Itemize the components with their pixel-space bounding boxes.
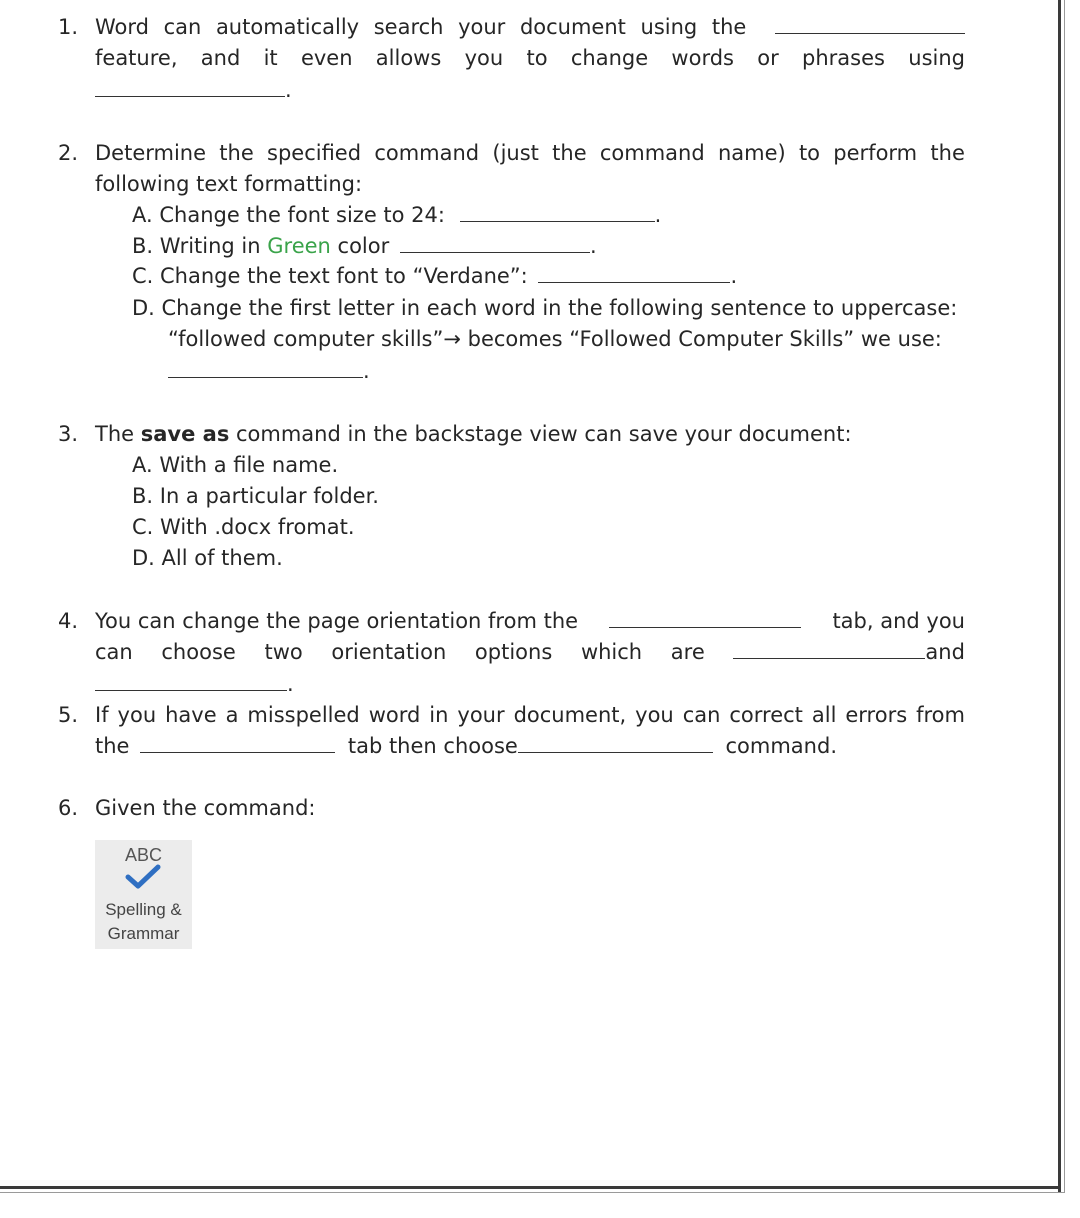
- spelling-label: Spelling &: [105, 900, 182, 919]
- answer-blank[interactable]: [460, 203, 655, 222]
- q2-line1: Determine the specified command (just the command name) to perform the: [95, 141, 965, 165]
- q2-option-b: B. Writing in Green color .: [132, 234, 597, 258]
- page-border: [1058, 0, 1061, 1192]
- q3-option-d: D. All of them.: [132, 546, 283, 570]
- q4-line2: can choose two orientation options which are and: [95, 640, 965, 664]
- answer-blank[interactable]: [140, 734, 335, 753]
- answer-blank[interactable]: [775, 15, 965, 34]
- q3-option-b: B. In a particular folder.: [132, 484, 379, 508]
- q3-option-a: A. With a file name.: [132, 453, 339, 477]
- answer-blank[interactable]: [733, 640, 925, 659]
- question-number: 1.: [58, 15, 79, 39]
- page-border-shadow: [1064, 0, 1065, 1192]
- question-number: 3.: [58, 422, 79, 446]
- green-word: Green: [267, 234, 331, 258]
- q4-line1: You can change the page orientation from the tab, and you: [95, 609, 965, 633]
- question-number: 4.: [58, 609, 79, 633]
- question-number: 2.: [58, 141, 79, 165]
- q3-stem: The save as command in the backstage view can save your document:: [95, 422, 852, 446]
- answer-blank[interactable]: [609, 609, 801, 628]
- q4-line3: .: [95, 670, 294, 698]
- q5-line2: the tab then choose command.: [95, 734, 837, 758]
- q2-option-c: C. Change the text font to “Verdane”: .: [132, 264, 738, 288]
- page-border-shadow: [0, 1192, 1065, 1193]
- q2-line2: following text formatting:: [95, 172, 363, 196]
- q6-stem: Given the command:: [95, 796, 316, 820]
- q1-line3: .: [95, 76, 292, 104]
- q2-option-a: A. Change the font size to 24: .: [132, 203, 662, 227]
- q2-option-d: D. Change the first letter in each word in the following sentence to uppercase:: [132, 296, 958, 320]
- abc-label: ABC: [124, 845, 162, 865]
- bold-term: save as: [140, 422, 230, 446]
- page-border: [0, 1186, 1061, 1189]
- answer-blank[interactable]: [538, 264, 730, 283]
- answer-blank[interactable]: [95, 672, 287, 691]
- question-number: 6.: [58, 796, 79, 820]
- q5-line1: If you have a misspelled word in your document, you can correct all errors from: [95, 703, 965, 727]
- q1-line2: feature, and it even allows you to change words or phrases using: [95, 46, 965, 70]
- q2-option-d-line3: .: [168, 357, 370, 385]
- answer-blank[interactable]: [168, 359, 363, 378]
- question-number: 5.: [58, 703, 79, 727]
- check-icon: [125, 864, 161, 890]
- grammar-label: Grammar: [107, 924, 180, 943]
- answer-blank[interactable]: [95, 78, 285, 97]
- q1-line1: Word can automatically search your document using the: [95, 13, 965, 41]
- q2-option-d-line2: “followed computer skills”→ becomes “Followed Computer Skills” we use:: [168, 327, 942, 351]
- spelling-grammar-button[interactable]: [95, 840, 192, 949]
- q3-option-c: C. With .docx fromat.: [132, 515, 355, 539]
- answer-blank[interactable]: [518, 734, 713, 753]
- answer-blank[interactable]: [400, 234, 590, 253]
